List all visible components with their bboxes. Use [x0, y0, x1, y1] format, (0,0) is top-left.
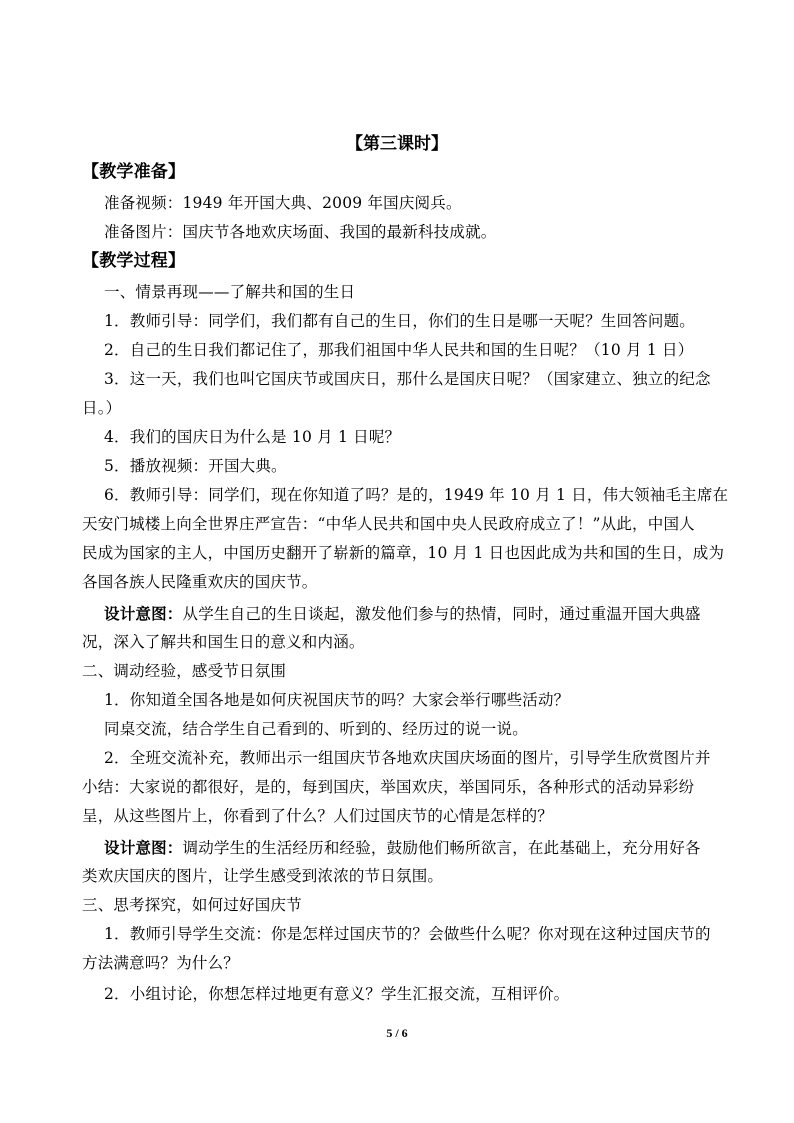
s1-design-intent-cont: 况，深入了解共和国生日的意义和内涵。: [82, 633, 365, 651]
s3-paragraph-1-cont: 方法满意吗？为什么？: [82, 954, 240, 972]
page-number: 5 / 6: [386, 1026, 408, 1040]
s1-paragraph-6: 6．教师引导：同学们，现在你知道了吗？是的，1949 年 10 月 1 日，伟大领袖毛主席在: [104, 486, 729, 504]
s1-paragraph-4: 4．我们的国庆日为什么是 10 月 1 日呢？: [104, 428, 401, 446]
s1-paragraph-2: 2．自己的生日我们都记住了，那我们祖国中华人民共和国的生日呢？（10 月 1 日）: [104, 341, 694, 359]
prep-heading: 【教学准备】: [82, 162, 186, 182]
section-3-title: 三、思考探究，如何过好国庆节: [82, 896, 302, 914]
prep-video: 准备视频：1949 年开国大典、2009 年国庆阅兵。: [104, 194, 462, 212]
prep-images: 准备图片：国庆节各地欢庆场面、我国的最新科技成就。: [104, 223, 497, 241]
s1-paragraph-1: 1．教师引导：同学们，我们都有自己的生日，你们的生日是哪一天呢？生回答问题。: [104, 312, 695, 330]
s1-paragraph-3-cont: 日。）: [82, 399, 122, 417]
s1-paragraph-5: 5．播放视频：开国大典。: [104, 457, 287, 475]
s1-paragraph-3: 3．这一天，我们也叫它国庆节或国庆日，那什么是国庆日呢？（国家建立、独立的纪念: [104, 370, 711, 388]
section-1-title: 一、情景再现——了解共和国的生日: [104, 283, 356, 301]
s2-paragraph-1: 1．你知道全国各地是如何庆祝国庆节的吗？大家会举行哪些活动？: [104, 691, 570, 709]
s2-design-intent-cont: 类欢庆国庆的图片，让学生感受到浓浓的节日氛围。: [82, 867, 444, 885]
s1-paragraph-6-cont-1: 天安门城楼上向全世界庄严宣告：“中华人民共和国中央人民政府成立了！”从此，中国人: [82, 515, 695, 533]
s2-paragraph-1-b: 同桌交流，结合学生自己看到的、听到的、经历过的说一说。: [104, 720, 528, 738]
s3-paragraph-1: 1．教师引导学生交流：你是怎样过国庆节的？会做些什么呢？你对现在这种过国庆节的: [104, 925, 711, 943]
s3-paragraph-2: 2．小组讨论，你想怎样过地更有意义？学生汇报交流，互相评价。: [104, 985, 570, 1003]
s2-paragraph-2-cont-1: 小结：大家说的都很好，是的，每到国庆，举国欢庆，举国同乐，各种形式的活动异彩纷: [82, 778, 695, 796]
s1-design-intent: [104, 599, 744, 629]
lesson-title: 【第三课时】: [346, 134, 448, 154]
process-heading: 【教学过程】: [82, 251, 186, 271]
s2-design-intent: [104, 833, 744, 863]
design-intent-label: 设计意图：: [104, 604, 183, 623]
s2-paragraph-2-cont-2: 呈，从这些图片上，你看到了什么？人们过国庆节的心情是怎样的？: [82, 807, 554, 825]
s1-paragraph-6-cont-3: 各国各族人民隆重欢庆的国庆节。: [82, 573, 318, 591]
design-intent-label: 设计意图：: [104, 838, 183, 857]
s2-design-text: 调动学生的生活经历和经验，鼓励他们畅所欲言，在此基础上，充分用好各: [182, 839, 701, 857]
s1-design-text: 从学生自己的生日谈起，激发他们参与的热情，同时，通过重温开国大典盛: [182, 605, 701, 623]
s2-paragraph-2: 2．全班交流补充，教师出示一组国庆节各地欢庆国庆场面的图片，引导学生欣赏图片并: [104, 749, 711, 767]
s1-paragraph-6-cont-2: 民成为国家的主人，中国历史翻开了崭新的篇章，10 月 1 日也因此成为共和国的生日，成为: [82, 544, 725, 562]
section-2-title: 二、调动经验，感受节日氛围: [82, 662, 287, 680]
